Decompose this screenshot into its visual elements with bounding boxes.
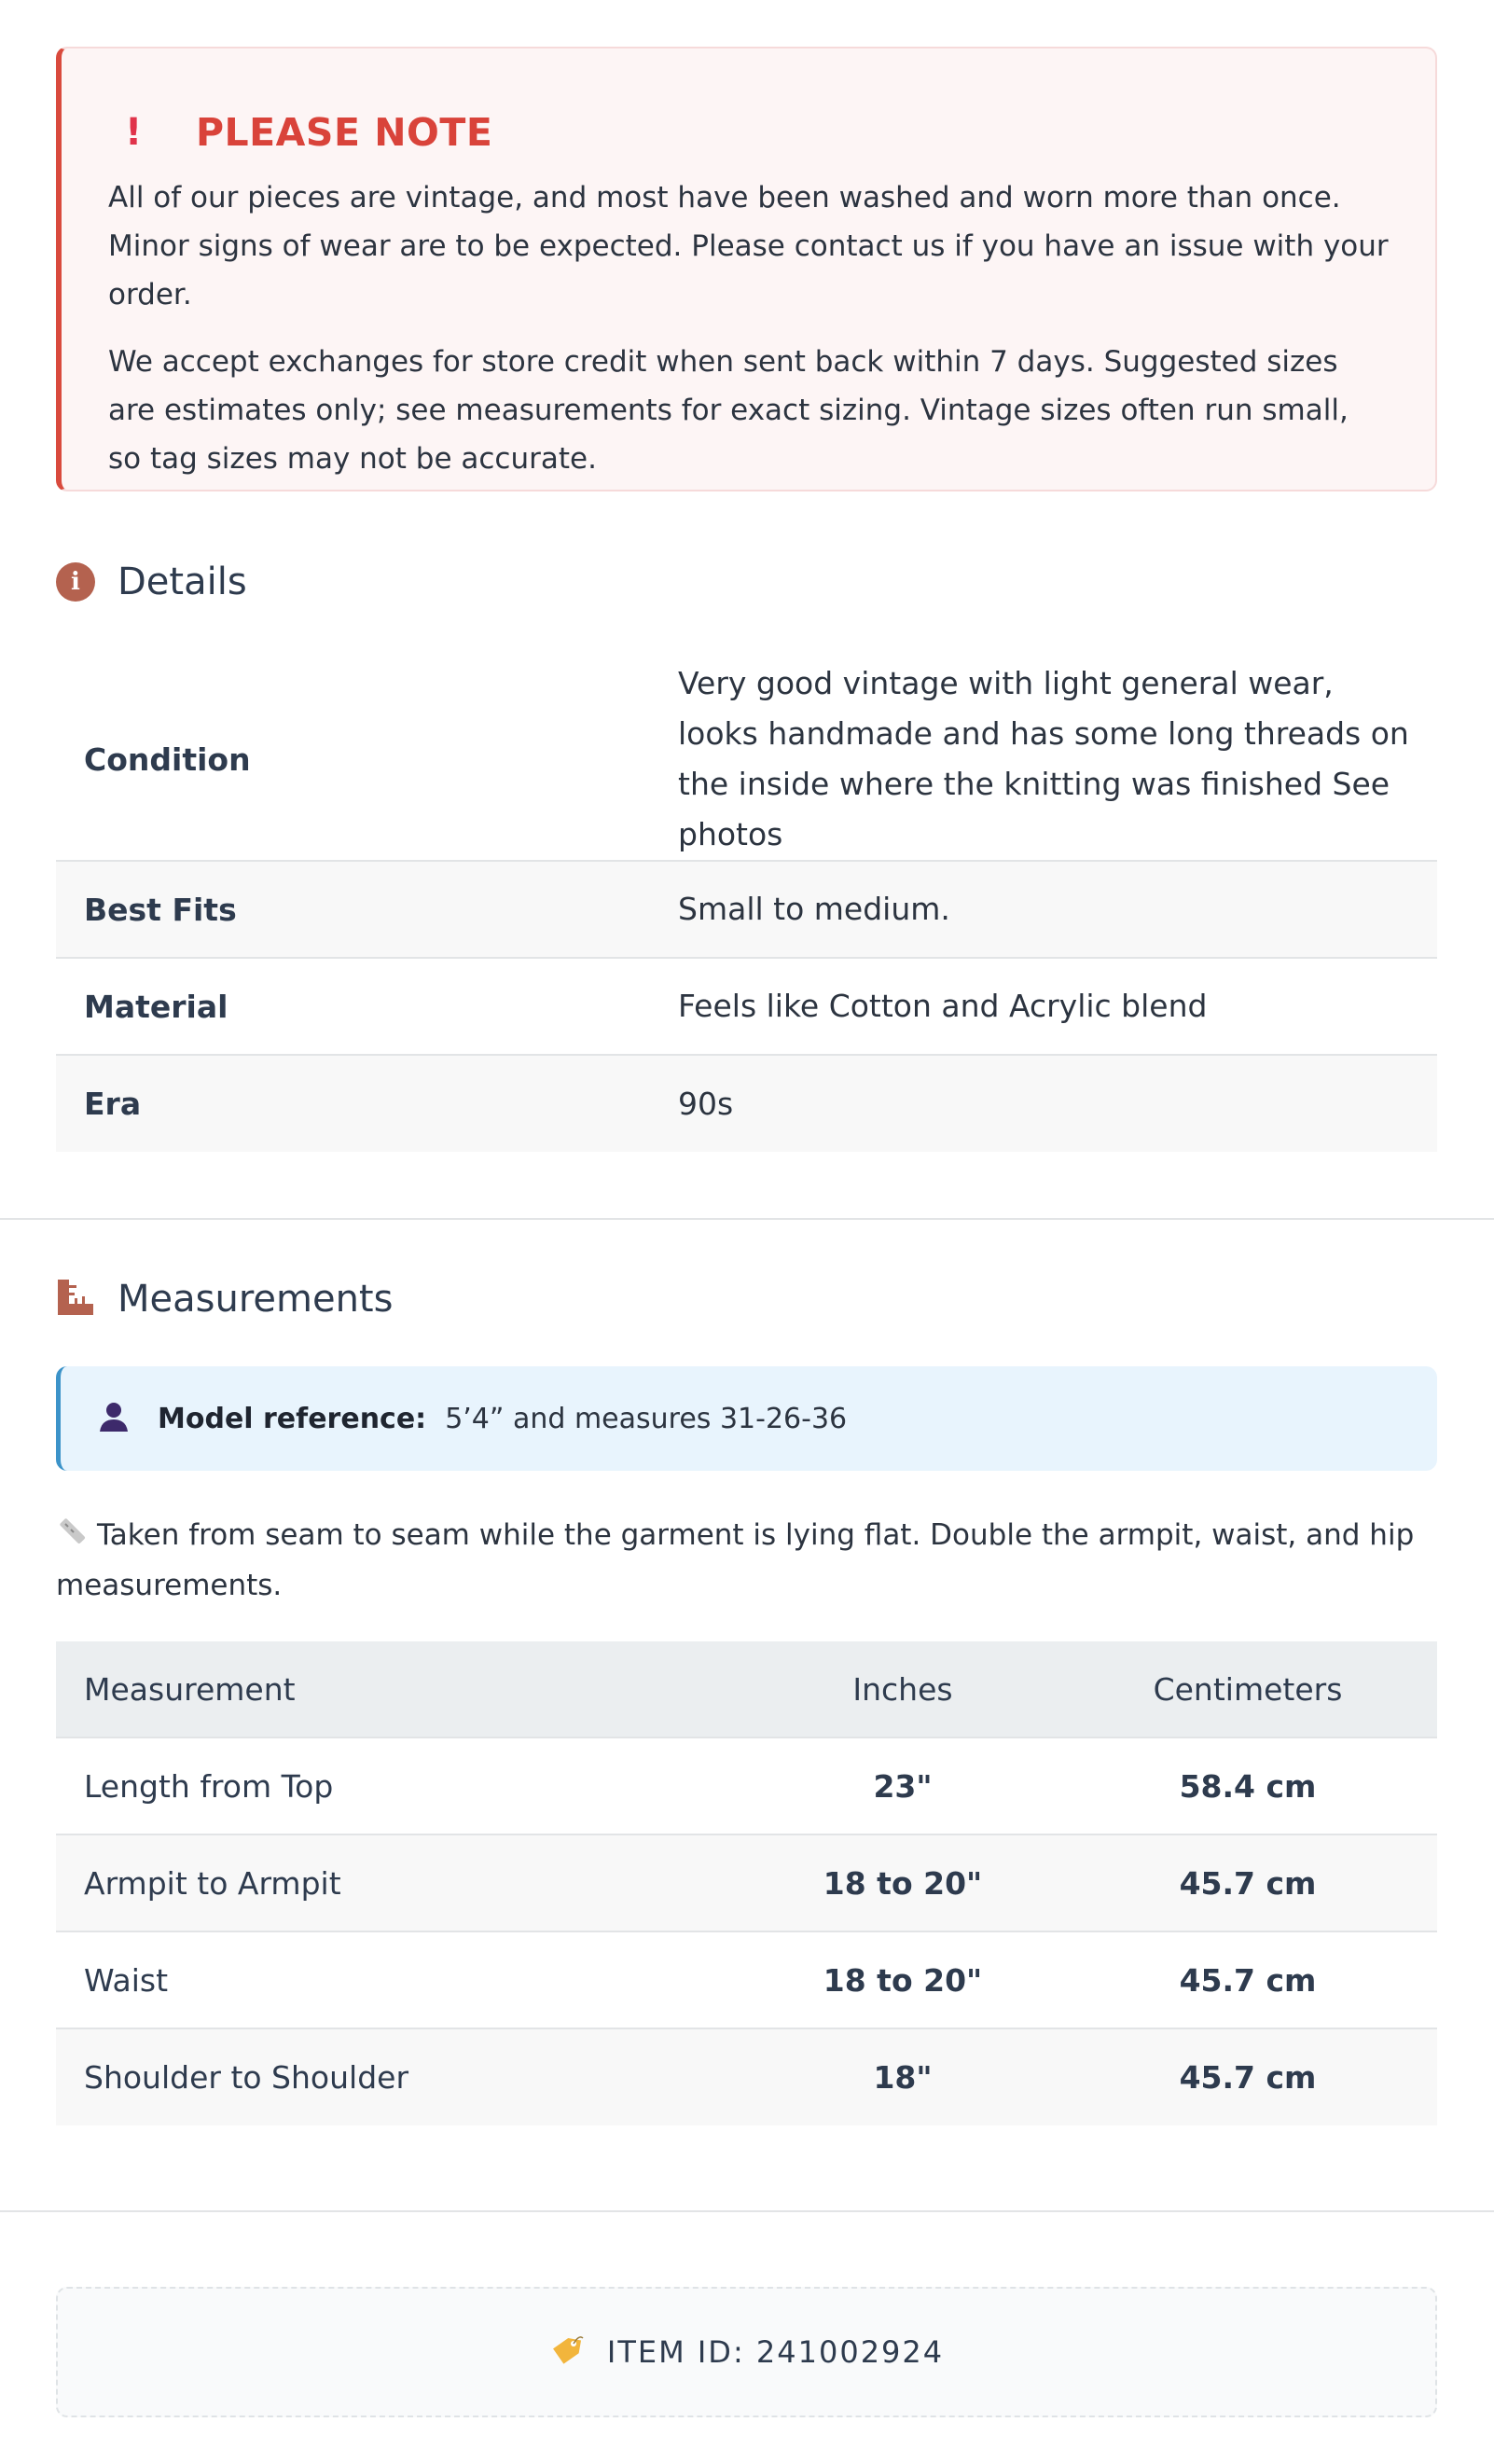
tag-icon <box>549 2332 585 2372</box>
item-id-box <box>56 2287 1437 2417</box>
detail-value: Small to medium. <box>678 861 1437 958</box>
detail-label: Era <box>84 1086 142 1122</box>
table-row <box>56 958 1437 1055</box>
table-row <box>56 1055 1437 1152</box>
model-reference-label: Model reference: <box>158 1402 427 1435</box>
section-divider <box>0 1218 1494 1220</box>
measurement-inches: 23" <box>747 1737 1058 1834</box>
table-row <box>56 1931 1437 2028</box>
table-row <box>56 1834 1437 1931</box>
measurements-table <box>56 1641 1437 2125</box>
measurement-inches: 18" <box>873 2059 933 2096</box>
detail-label: Material <box>56 958 678 1055</box>
detail-label: Best Fits <box>56 861 678 958</box>
table-row <box>56 861 1437 958</box>
person-icon <box>98 1401 130 1436</box>
details-table <box>56 658 1437 1152</box>
measurement-name: Shoulder to Shoulder <box>84 2059 409 2096</box>
measurement-name: Length from Top <box>56 1737 747 1834</box>
measurement-cm: 45.7 cm <box>1179 2059 1317 2096</box>
note-title: PLEASE NOTE <box>196 110 493 155</box>
item-id-text: ITEM ID: 241002924 <box>606 2334 945 2370</box>
measurement-name: Waist <box>56 1931 747 2028</box>
measurement-cm: 45.7 cm <box>1058 1834 1437 1931</box>
detail-label: Condition <box>56 658 678 861</box>
measurement-inches: 18 to 20" <box>747 1834 1058 1931</box>
section-divider <box>0 2210 1494 2212</box>
measurement-note-text: Taken from seam to seam while the garment is lying flat. Double the armpit, waist, and hip measurements. <box>56 1518 1415 1602</box>
measurement-note <box>56 1511 1437 1610</box>
column-header: Inches <box>747 1641 1058 1737</box>
exclamation-icon: ! <box>125 111 143 154</box>
table-row <box>56 658 1437 861</box>
measurement-cm: 58.4 cm <box>1058 1737 1437 1834</box>
details-heading <box>56 561 247 603</box>
note-paragraph-1: All of our pieces are vintage, and most have been washed and worn more than once. Minor signs of wear are to be expected. Please contact us if you have an issue with your order. <box>108 181 1389 311</box>
measurements-title: Measurements <box>118 1278 394 1321</box>
ruler-pencil-icon <box>56 1513 88 1561</box>
please-note-box <box>56 47 1437 491</box>
info-icon: i <box>56 562 95 602</box>
ruler-icon <box>56 1278 95 1321</box>
column-header: Measurement <box>56 1641 747 1737</box>
model-reference-box <box>56 1366 1437 1471</box>
column-header: Centimeters <box>1058 1641 1437 1737</box>
details-title: Details <box>118 561 247 603</box>
measurements-heading <box>56 1278 393 1321</box>
table-header-row <box>56 1641 1437 1737</box>
measurement-cm: 45.7 cm <box>1058 1931 1437 2028</box>
measurement-name: Armpit to Armpit <box>56 1834 747 1931</box>
note-paragraph-2: We accept exchanges for store credit when sent back within 7 days. Suggested sizes are estimates only; see measurements for exact sizing. Vintage sizes often run small, so tag sizes may not be accurate. <box>108 345 1349 476</box>
table-row <box>56 1737 1437 1834</box>
detail-value: 90s <box>678 1085 734 1122</box>
detail-value: Very good vintage with light general wear, looks handmade and has some long threads on the inside where the knitting was finished See photos <box>678 658 1437 861</box>
table-row <box>56 2028 1437 2125</box>
model-reference-value: 5’4” and measures 31-26-36 <box>445 1402 848 1435</box>
detail-value: Feels like Cotton and Acrylic blend <box>678 958 1437 1055</box>
note-header <box>108 106 1389 159</box>
measurement-inches: 18 to 20" <box>747 1931 1058 2028</box>
